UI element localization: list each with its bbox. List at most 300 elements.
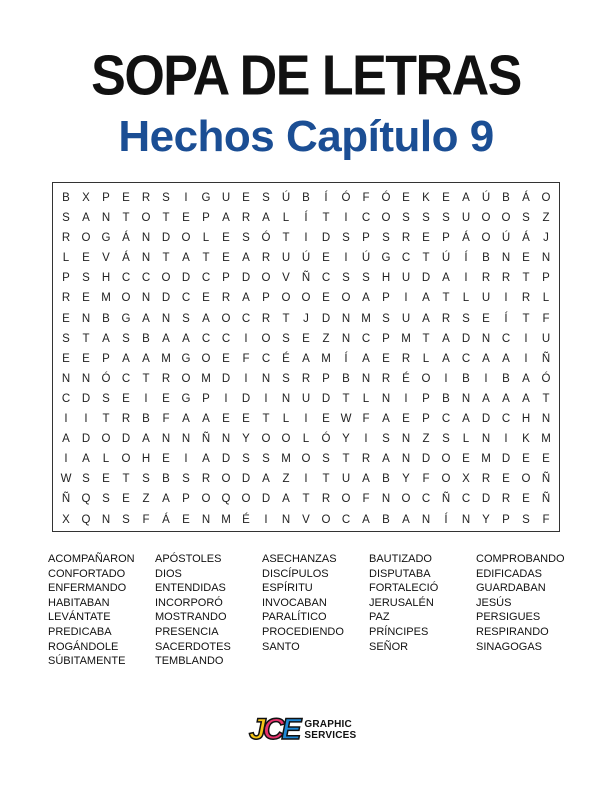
- grid-cell[interactable]: S: [442, 212, 450, 225]
- grid-cell[interactable]: R: [141, 192, 151, 204]
- grid-cell[interactable]: R: [381, 372, 391, 385]
- grid-cell[interactable]: N: [101, 513, 111, 526]
- grid-cell[interactable]: S: [82, 473, 90, 486]
- grid-cell[interactable]: L: [542, 292, 550, 305]
- grid-cell[interactable]: U: [301, 392, 311, 405]
- grid-cell[interactable]: D: [421, 453, 431, 466]
- grid-cell[interactable]: O: [241, 493, 251, 506]
- grid-cell[interactable]: M: [541, 433, 551, 446]
- grid-cell[interactable]: Ú: [281, 192, 291, 204]
- grid-cell[interactable]: P: [502, 513, 510, 526]
- grid-cell[interactable]: S: [362, 272, 370, 285]
- grid-cell[interactable]: N: [61, 372, 71, 385]
- grid-cell[interactable]: E: [222, 232, 230, 245]
- grid-cell[interactable]: A: [362, 473, 370, 486]
- grid-cell[interactable]: B: [62, 192, 70, 204]
- grid-cell[interactable]: R: [261, 312, 271, 325]
- grid-cell[interactable]: A: [282, 493, 290, 506]
- grid-cell[interactable]: Ó: [341, 192, 351, 204]
- grid-cell[interactable]: E: [422, 232, 430, 245]
- grid-cell[interactable]: A: [382, 453, 390, 466]
- grid-cell[interactable]: D: [501, 453, 511, 466]
- grid-cell[interactable]: P: [382, 292, 390, 305]
- grid-cell[interactable]: N: [481, 433, 491, 446]
- grid-cell[interactable]: S: [322, 453, 330, 466]
- grid-cell[interactable]: H: [521, 413, 531, 426]
- grid-cell[interactable]: N: [461, 392, 471, 405]
- grid-cell[interactable]: S: [102, 493, 110, 506]
- grid-cell[interactable]: S: [142, 473, 150, 486]
- grid-cell[interactable]: Ú: [301, 252, 311, 265]
- grid-cell[interactable]: O: [541, 192, 551, 204]
- grid-cell[interactable]: J: [303, 312, 309, 325]
- grid-cell[interactable]: S: [102, 392, 110, 405]
- grid-cell[interactable]: B: [142, 413, 150, 426]
- grid-cell[interactable]: O: [101, 433, 111, 446]
- grid-cell[interactable]: E: [322, 413, 330, 426]
- grid-cell[interactable]: B: [502, 192, 510, 204]
- grid-cell[interactable]: E: [522, 453, 530, 466]
- grid-cell[interactable]: Y: [242, 433, 250, 446]
- grid-cell[interactable]: T: [422, 332, 430, 345]
- grid-cell[interactable]: E: [122, 192, 130, 204]
- grid-cell[interactable]: A: [442, 332, 450, 345]
- grid-cell[interactable]: A: [502, 392, 510, 405]
- grid-cell[interactable]: O: [301, 453, 311, 466]
- grid-cell[interactable]: S: [162, 192, 170, 204]
- grid-cell[interactable]: L: [202, 232, 210, 245]
- grid-cell[interactable]: Y: [482, 513, 490, 526]
- grid-cell[interactable]: U: [221, 192, 231, 204]
- grid-cell[interactable]: T: [262, 413, 270, 426]
- grid-cell[interactable]: Á: [162, 513, 170, 526]
- grid-cell[interactable]: S: [242, 232, 250, 245]
- grid-cell[interactable]: D: [181, 272, 191, 285]
- grid-cell[interactable]: I: [344, 212, 348, 225]
- grid-cell[interactable]: M: [201, 372, 211, 385]
- grid-cell[interactable]: N: [281, 392, 291, 405]
- grid-cell[interactable]: S: [442, 433, 450, 446]
- grid-cell[interactable]: E: [482, 312, 490, 325]
- grid-cell[interactable]: T: [342, 392, 350, 405]
- grid-cell[interactable]: D: [481, 493, 491, 506]
- grid-cell[interactable]: L: [62, 252, 70, 265]
- grid-cell[interactable]: E: [222, 413, 230, 426]
- grid-cell[interactable]: Í: [444, 513, 448, 526]
- grid-cell[interactable]: P: [202, 212, 210, 225]
- grid-cell[interactable]: E: [82, 292, 90, 305]
- grid-cell[interactable]: C: [321, 272, 331, 285]
- grid-cell[interactable]: N: [421, 513, 431, 526]
- grid-cell[interactable]: F: [542, 312, 550, 325]
- grid-cell[interactable]: A: [242, 252, 250, 265]
- grid-cell[interactable]: L: [282, 212, 290, 225]
- grid-cell[interactable]: I: [504, 433, 508, 446]
- grid-cell[interactable]: M: [281, 453, 291, 466]
- grid-cell[interactable]: P: [102, 352, 110, 365]
- grid-cell[interactable]: N: [161, 312, 171, 325]
- grid-cell[interactable]: I: [84, 413, 88, 426]
- grid-cell[interactable]: A: [222, 212, 230, 225]
- grid-cell[interactable]: A: [202, 453, 210, 466]
- grid-cell[interactable]: F: [142, 513, 150, 526]
- grid-cell[interactable]: S: [462, 312, 470, 325]
- grid-cell[interactable]: I: [404, 292, 408, 305]
- grid-cell[interactable]: P: [262, 292, 270, 305]
- grid-cell[interactable]: E: [522, 493, 530, 506]
- grid-cell[interactable]: A: [182, 252, 190, 265]
- grid-cell[interactable]: P: [102, 192, 110, 204]
- grid-cell[interactable]: Ñ: [541, 493, 551, 506]
- grid-cell[interactable]: T: [442, 292, 450, 305]
- grid-cell[interactable]: S: [522, 212, 530, 225]
- grid-cell[interactable]: Z: [142, 493, 150, 506]
- grid-cell[interactable]: A: [362, 292, 370, 305]
- grid-cell[interactable]: I: [224, 392, 228, 405]
- grid-cell[interactable]: C: [461, 352, 471, 365]
- grid-cell[interactable]: O: [401, 493, 411, 506]
- grid-cell[interactable]: N: [81, 312, 91, 325]
- grid-cell[interactable]: E: [182, 212, 190, 225]
- grid-cell[interactable]: T: [422, 252, 430, 265]
- grid-cell[interactable]: R: [481, 272, 491, 285]
- grid-cell[interactable]: A: [422, 292, 430, 305]
- grid-cell[interactable]: A: [62, 433, 70, 446]
- grid-cell[interactable]: S: [182, 312, 190, 325]
- grid-cell[interactable]: N: [341, 332, 351, 345]
- grid-cell[interactable]: A: [302, 352, 310, 365]
- grid-cell[interactable]: M: [161, 352, 171, 365]
- grid-cell[interactable]: B: [382, 513, 390, 526]
- grid-cell[interactable]: S: [342, 232, 350, 245]
- grid-cell[interactable]: C: [441, 413, 451, 426]
- grid-cell[interactable]: S: [62, 212, 70, 225]
- grid-cell[interactable]: C: [241, 312, 251, 325]
- grid-cell[interactable]: O: [201, 352, 211, 365]
- grid-cell[interactable]: T: [342, 453, 350, 466]
- grid-cell[interactable]: T: [102, 413, 110, 426]
- grid-cell[interactable]: P: [62, 272, 70, 285]
- grid-cell[interactable]: T: [282, 232, 290, 245]
- grid-cell[interactable]: C: [201, 272, 211, 285]
- grid-cell[interactable]: R: [61, 232, 71, 245]
- grid-cell[interactable]: Ñ: [201, 433, 211, 446]
- grid-cell[interactable]: X: [82, 192, 90, 204]
- grid-cell[interactable]: B: [162, 473, 170, 486]
- grid-cell[interactable]: O: [501, 212, 511, 225]
- grid-cell[interactable]: N: [141, 232, 151, 245]
- grid-cell[interactable]: Ú: [361, 252, 371, 265]
- grid-cell[interactable]: E: [82, 252, 90, 265]
- grid-cell[interactable]: N: [261, 372, 271, 385]
- grid-cell[interactable]: E: [222, 252, 230, 265]
- grid-cell[interactable]: Í: [464, 252, 468, 265]
- grid-cell[interactable]: N: [201, 513, 211, 526]
- grid-cell[interactable]: T: [522, 272, 530, 285]
- grid-cell[interactable]: G: [181, 352, 191, 365]
- grid-cell[interactable]: Ó: [101, 372, 111, 385]
- grid-cell[interactable]: U: [281, 252, 291, 265]
- grid-cell[interactable]: I: [524, 352, 528, 365]
- grid-cell[interactable]: O: [421, 372, 431, 385]
- grid-cell[interactable]: V: [302, 513, 310, 526]
- grid-cell[interactable]: U: [401, 312, 411, 325]
- grid-cell[interactable]: D: [241, 392, 251, 405]
- grid-cell[interactable]: L: [362, 392, 370, 405]
- grid-cell[interactable]: T: [122, 212, 130, 225]
- grid-cell[interactable]: E: [442, 192, 450, 204]
- grid-cell[interactable]: A: [102, 332, 110, 345]
- grid-cell[interactable]: S: [122, 513, 130, 526]
- grid-cell[interactable]: L: [102, 453, 110, 466]
- grid-cell[interactable]: N: [281, 513, 291, 526]
- grid-cell[interactable]: N: [361, 372, 371, 385]
- grid-cell[interactable]: C: [121, 372, 131, 385]
- grid-cell[interactable]: P: [222, 272, 230, 285]
- grid-cell[interactable]: Z: [282, 473, 290, 486]
- grid-cell[interactable]: B: [302, 192, 310, 204]
- grid-cell[interactable]: A: [262, 473, 270, 486]
- grid-cell[interactable]: É: [282, 352, 290, 365]
- grid-cell[interactable]: H: [101, 272, 111, 285]
- grid-cell[interactable]: R: [501, 493, 511, 506]
- grid-cell[interactable]: C: [141, 272, 151, 285]
- grid-cell[interactable]: O: [141, 212, 151, 225]
- grid-cell[interactable]: R: [301, 372, 311, 385]
- grid-cell[interactable]: P: [322, 372, 330, 385]
- grid-cell[interactable]: E: [322, 292, 330, 305]
- grid-cell[interactable]: B: [502, 372, 510, 385]
- grid-cell[interactable]: O: [341, 493, 351, 506]
- grid-cell[interactable]: N: [141, 252, 151, 265]
- grid-cell[interactable]: R: [481, 473, 491, 486]
- grid-cell[interactable]: S: [382, 232, 390, 245]
- grid-cell[interactable]: N: [481, 332, 491, 345]
- grid-cell[interactable]: D: [81, 392, 91, 405]
- grid-cell[interactable]: R: [401, 352, 411, 365]
- grid-cell[interactable]: A: [362, 513, 370, 526]
- grid-cell[interactable]: I: [524, 332, 528, 345]
- grid-cell[interactable]: U: [541, 332, 551, 345]
- grid-cell[interactable]: E: [222, 352, 230, 365]
- grid-cell[interactable]: V: [102, 252, 110, 265]
- grid-cell[interactable]: M: [321, 352, 331, 365]
- grid-cell[interactable]: E: [242, 413, 250, 426]
- grid-cell[interactable]: N: [341, 312, 351, 325]
- grid-cell[interactable]: Q: [81, 493, 91, 506]
- grid-cell[interactable]: R: [261, 252, 271, 265]
- grid-cell[interactable]: N: [141, 292, 151, 305]
- grid-cell[interactable]: O: [441, 453, 451, 466]
- grid-cell[interactable]: R: [201, 473, 211, 486]
- grid-cell[interactable]: I: [304, 473, 308, 486]
- grid-cell[interactable]: D: [461, 332, 471, 345]
- grid-cell[interactable]: O: [181, 372, 191, 385]
- grid-cell[interactable]: A: [162, 493, 170, 506]
- grid-cell[interactable]: C: [221, 332, 231, 345]
- grid-cell[interactable]: F: [362, 493, 370, 506]
- grid-cell[interactable]: A: [82, 453, 90, 466]
- grid-cell[interactable]: T: [542, 392, 550, 405]
- grid-cell[interactable]: O: [481, 212, 491, 225]
- grid-cell[interactable]: N: [221, 433, 231, 446]
- grid-cell[interactable]: S: [522, 513, 530, 526]
- grid-cell[interactable]: P: [442, 232, 450, 245]
- grid-cell[interactable]: Ñ: [541, 352, 551, 365]
- grid-cell[interactable]: S: [282, 372, 290, 385]
- grid-cell[interactable]: I: [444, 372, 448, 385]
- grid-cell[interactable]: R: [441, 312, 451, 325]
- grid-cell[interactable]: T: [162, 212, 170, 225]
- grid-cell[interactable]: P: [422, 413, 430, 426]
- grid-cell[interactable]: A: [442, 272, 450, 285]
- grid-cell[interactable]: P: [362, 232, 370, 245]
- grid-cell[interactable]: O: [481, 232, 491, 245]
- grid-cell[interactable]: E: [122, 392, 130, 405]
- grid-cell[interactable]: E: [322, 252, 330, 265]
- grid-cell[interactable]: C: [181, 292, 191, 305]
- grid-cell[interactable]: Á: [122, 232, 130, 245]
- grid-cell[interactable]: G: [121, 312, 131, 325]
- grid-cell[interactable]: O: [221, 473, 231, 486]
- grid-cell[interactable]: A: [82, 212, 90, 225]
- grid-cell[interactable]: I: [184, 453, 188, 466]
- grid-cell[interactable]: C: [361, 212, 371, 225]
- grid-cell[interactable]: E: [302, 332, 310, 345]
- grid-cell[interactable]: P: [382, 332, 390, 345]
- grid-cell[interactable]: A: [142, 352, 150, 365]
- grid-cell[interactable]: C: [261, 352, 271, 365]
- grid-cell[interactable]: G: [201, 192, 211, 204]
- grid-cell[interactable]: A: [182, 413, 190, 426]
- grid-cell[interactable]: E: [162, 392, 170, 405]
- grid-cell[interactable]: O: [161, 272, 171, 285]
- grid-cell[interactable]: E: [62, 312, 70, 325]
- grid-cell[interactable]: T: [162, 252, 170, 265]
- grid-cell[interactable]: T: [322, 212, 330, 225]
- grid-cell[interactable]: E: [402, 413, 410, 426]
- grid-cell[interactable]: É: [402, 372, 410, 385]
- grid-cell[interactable]: F: [422, 473, 430, 486]
- grid-cell[interactable]: A: [382, 413, 390, 426]
- grid-cell[interactable]: S: [62, 332, 70, 345]
- grid-cell[interactable]: G: [101, 232, 111, 245]
- grid-cell[interactable]: Í: [504, 312, 508, 325]
- grid-cell[interactable]: B: [482, 252, 490, 265]
- grid-cell[interactable]: B: [342, 372, 350, 385]
- grid-cell[interactable]: T: [302, 493, 310, 506]
- grid-cell[interactable]: S: [182, 473, 190, 486]
- grid-cell[interactable]: A: [122, 352, 130, 365]
- grid-cell[interactable]: A: [262, 212, 270, 225]
- grid-cell[interactable]: A: [482, 392, 490, 405]
- grid-cell[interactable]: M: [401, 332, 411, 345]
- grid-cell[interactable]: O: [261, 332, 271, 345]
- grid-cell[interactable]: R: [61, 292, 71, 305]
- grid-cell[interactable]: P: [182, 493, 190, 506]
- grid-cell[interactable]: Ú: [441, 252, 451, 265]
- grid-cell[interactable]: T: [202, 252, 210, 265]
- grid-cell[interactable]: I: [244, 372, 248, 385]
- grid-cell[interactable]: T: [322, 473, 330, 486]
- grid-cell[interactable]: I: [184, 192, 188, 204]
- grid-cell[interactable]: E: [402, 192, 410, 204]
- grid-cell[interactable]: O: [301, 292, 311, 305]
- grid-cell[interactable]: U: [401, 272, 411, 285]
- grid-cell[interactable]: E: [162, 453, 170, 466]
- grid-cell[interactable]: Q: [81, 513, 91, 526]
- grid-cell[interactable]: I: [364, 433, 368, 446]
- grid-cell[interactable]: D: [321, 392, 331, 405]
- grid-cell[interactable]: Ñ: [541, 473, 551, 486]
- word-search-grid[interactable]: [56, 188, 556, 530]
- grid-cell[interactable]: S: [262, 192, 270, 204]
- grid-cell[interactable]: B: [142, 332, 150, 345]
- grid-cell[interactable]: Z: [422, 433, 430, 446]
- grid-cell[interactable]: C: [501, 413, 511, 426]
- grid-cell[interactable]: S: [122, 332, 130, 345]
- grid-cell[interactable]: Z: [322, 332, 330, 345]
- grid-cell[interactable]: Ñ: [301, 272, 311, 285]
- grid-cell[interactable]: A: [402, 513, 410, 526]
- grid-cell[interactable]: E: [502, 473, 510, 486]
- grid-cell[interactable]: A: [202, 312, 210, 325]
- grid-cell[interactable]: B: [462, 372, 470, 385]
- grid-cell[interactable]: Ó: [381, 192, 391, 204]
- grid-cell[interactable]: C: [201, 332, 211, 345]
- grid-cell[interactable]: Í: [344, 352, 348, 365]
- grid-cell[interactable]: A: [162, 332, 170, 345]
- grid-cell[interactable]: E: [382, 352, 390, 365]
- grid-cell[interactable]: O: [181, 232, 191, 245]
- grid-cell[interactable]: O: [521, 473, 531, 486]
- grid-cell[interactable]: L: [282, 413, 290, 426]
- grid-cell[interactable]: I: [64, 453, 68, 466]
- grid-cell[interactable]: O: [261, 272, 271, 285]
- grid-cell[interactable]: R: [321, 493, 331, 506]
- grid-cell[interactable]: R: [361, 453, 371, 466]
- grid-cell[interactable]: Á: [122, 252, 130, 265]
- grid-cell[interactable]: T: [142, 372, 150, 385]
- grid-cell[interactable]: R: [521, 292, 531, 305]
- grid-cell[interactable]: E: [242, 192, 250, 204]
- grid-cell[interactable]: N: [401, 453, 411, 466]
- grid-cell[interactable]: O: [81, 232, 91, 245]
- grid-cell[interactable]: S: [382, 433, 390, 446]
- grid-cell[interactable]: E: [62, 352, 70, 365]
- grid-cell[interactable]: S: [402, 212, 410, 225]
- grid-cell[interactable]: A: [482, 352, 490, 365]
- grid-cell[interactable]: Á: [522, 192, 530, 204]
- grid-cell[interactable]: A: [462, 413, 470, 426]
- grid-cell[interactable]: E: [182, 513, 190, 526]
- grid-cell[interactable]: G: [381, 252, 391, 265]
- grid-cell[interactable]: É: [242, 513, 250, 526]
- grid-cell[interactable]: T: [82, 332, 90, 345]
- grid-cell[interactable]: A: [362, 352, 370, 365]
- grid-cell[interactable]: O: [221, 312, 231, 325]
- grid-cell[interactable]: Y: [342, 433, 350, 446]
- grid-cell[interactable]: I: [484, 372, 488, 385]
- grid-cell[interactable]: F: [362, 192, 370, 204]
- grid-cell[interactable]: I: [344, 252, 348, 265]
- grid-cell[interactable]: U: [461, 212, 471, 225]
- grid-cell[interactable]: E: [462, 453, 470, 466]
- grid-cell[interactable]: Ó: [321, 433, 331, 446]
- grid-cell[interactable]: I: [464, 272, 468, 285]
- grid-cell[interactable]: R: [401, 232, 411, 245]
- grid-cell[interactable]: O: [121, 292, 131, 305]
